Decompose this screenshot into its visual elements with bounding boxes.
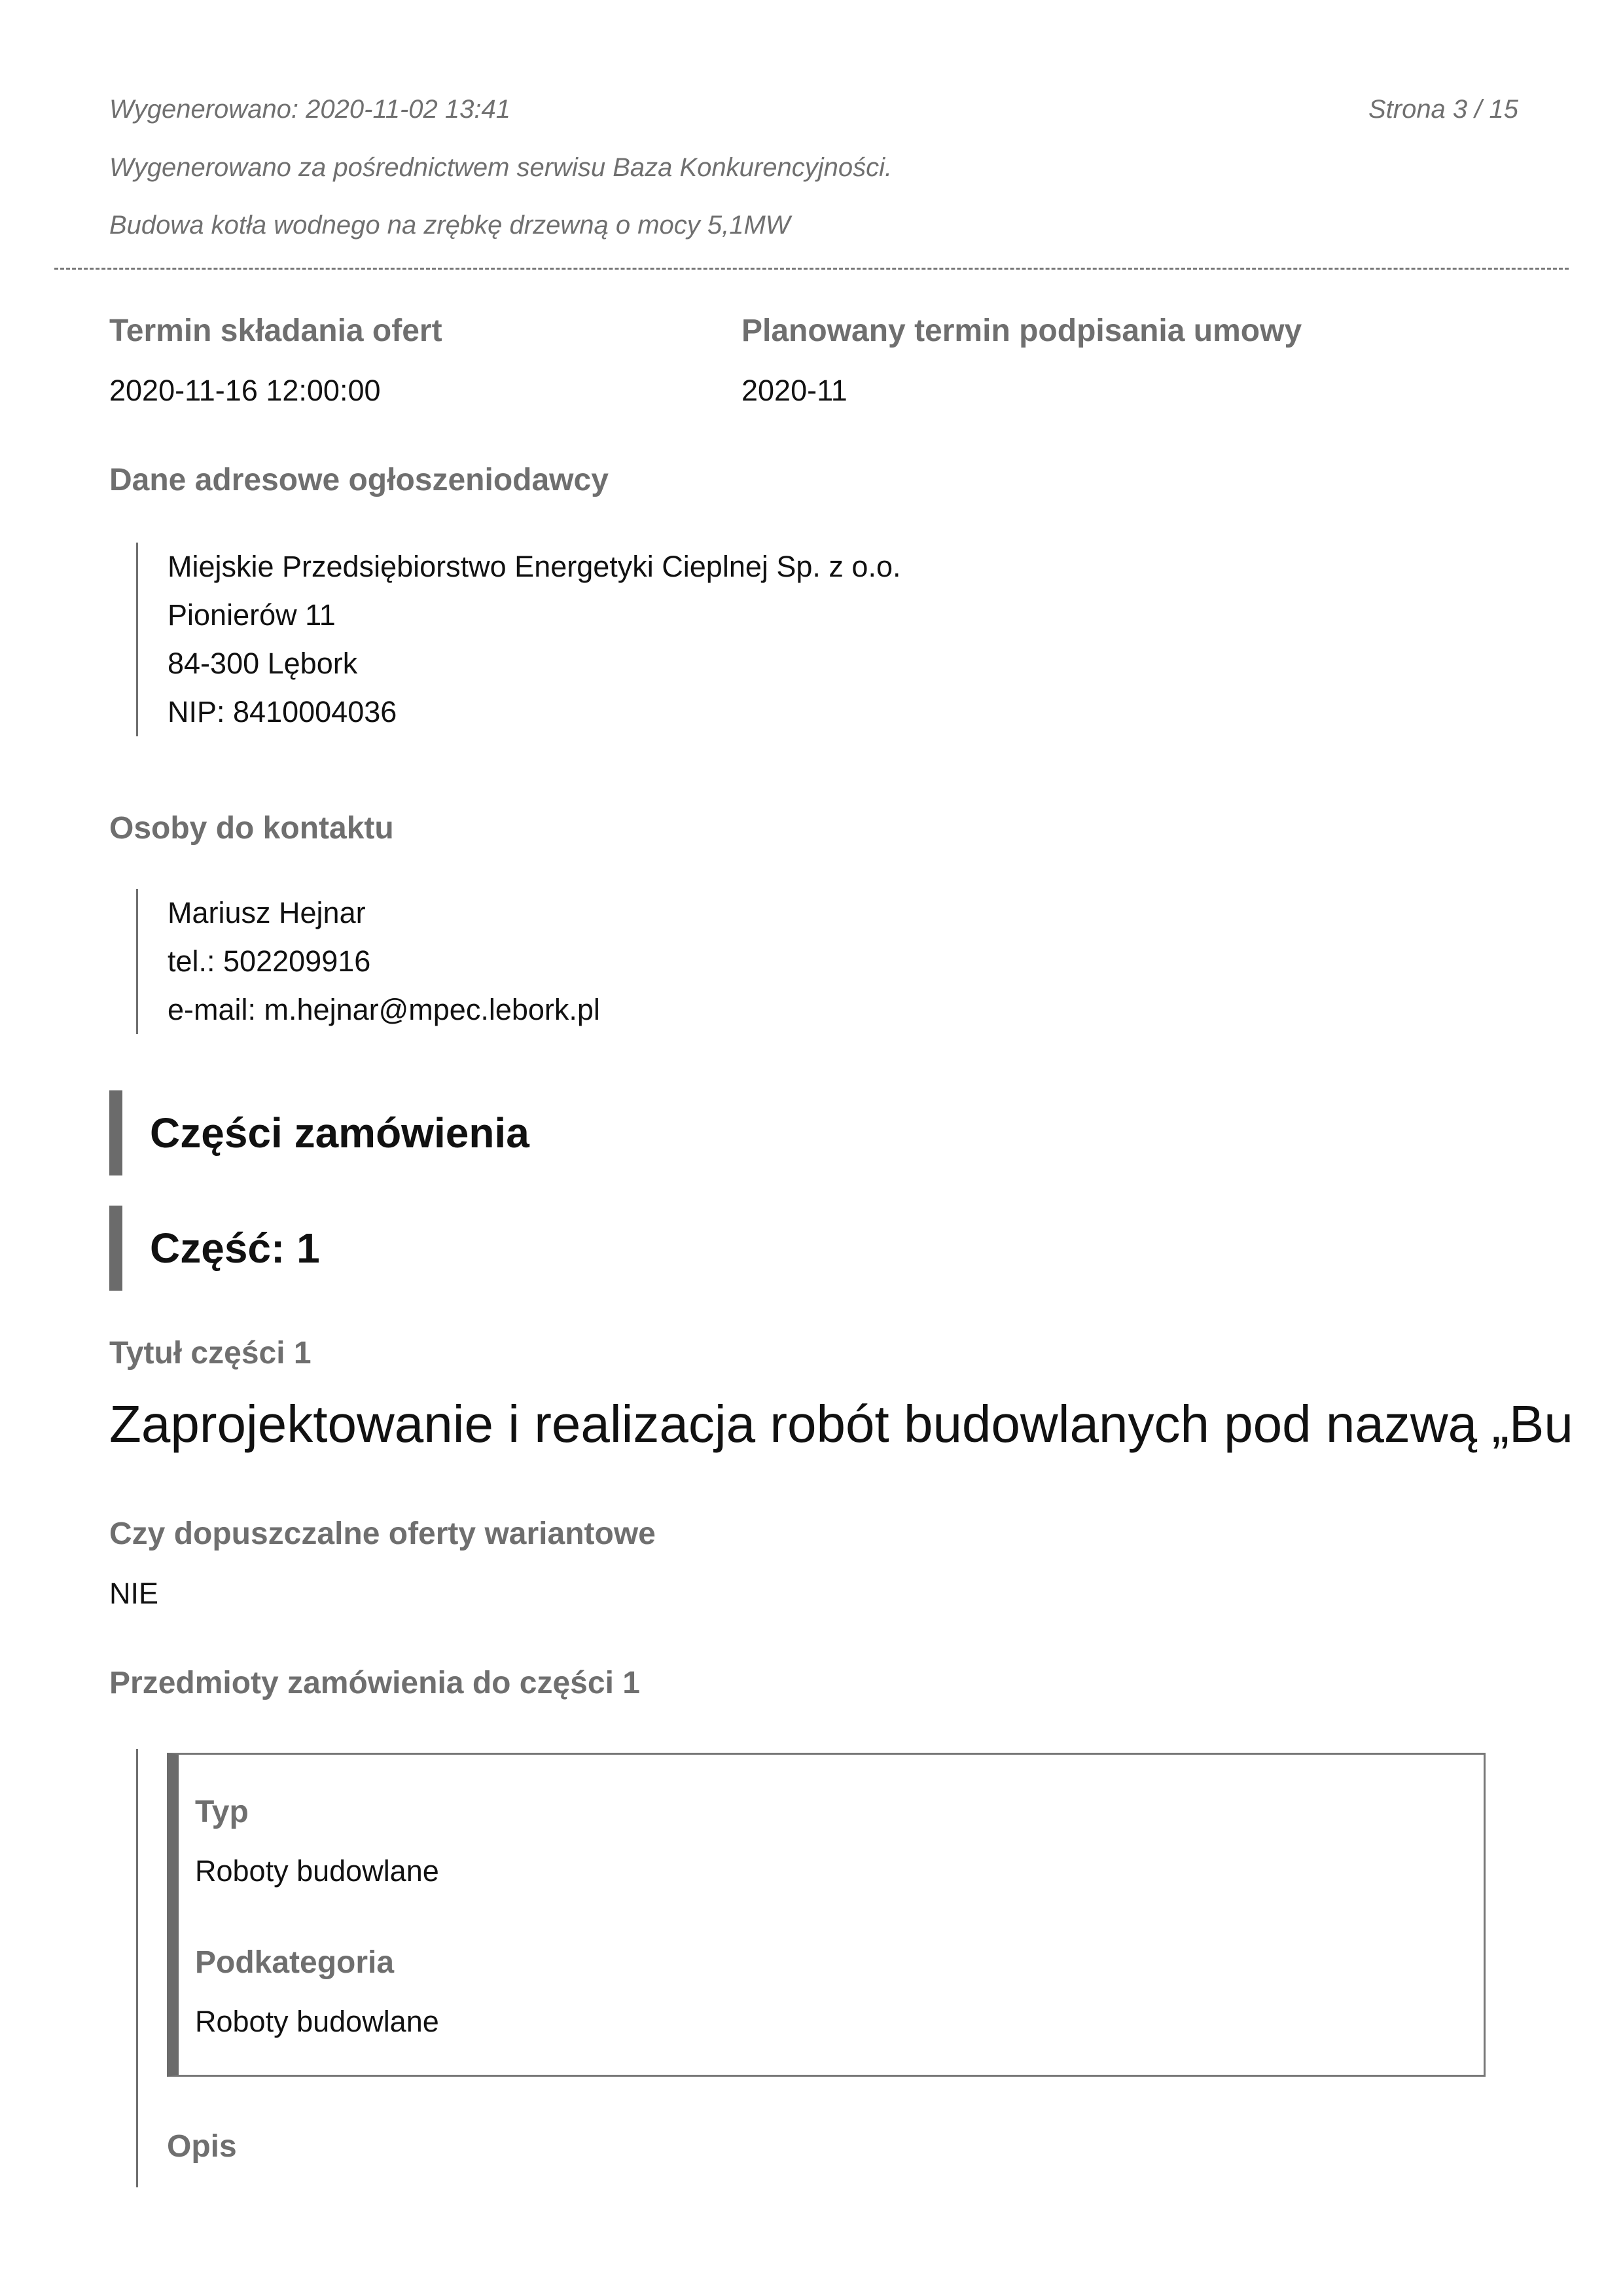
advertiser-nip: NIP: 8410004036 [168, 695, 397, 728]
contact-phone: tel.: 502209916 [168, 944, 371, 978]
offer-deadline-value: 2020-11-16 12:00:00 [109, 374, 381, 407]
advertiser-label: Dane adresowe ogłoszeniodawcy [109, 463, 609, 497]
offer-deadline-label: Termin składania ofert [109, 314, 442, 348]
advertiser-street: Pionierów 11 [168, 598, 336, 632]
document-subject: Budowa kotła wodnego na zrębkę drzewną o mocy 5,1MW [109, 211, 791, 240]
contact-details [136, 889, 600, 1034]
item-subcategory-value: Roboty budowlane [195, 2005, 439, 2038]
variant-offers-value: NIE [109, 1577, 159, 1610]
section-heading-parts: Części zamówienia [109, 1090, 529, 1175]
generated-via: Wygenerowano za pośrednictwem serwisu Baza Konkurencyjności. [109, 153, 893, 182]
part-title-value: Zaprojektowanie i realizacja robót budowlanych pod nazwą „Bu [109, 1395, 1573, 1453]
advertiser-address [136, 543, 901, 736]
page-number: Strona 3 / 15 [1368, 95, 1518, 124]
items-label: Przedmioty zamówienia do części 1 [109, 1666, 640, 1700]
item-subcategory-label: Podkategoria [195, 1945, 395, 1980]
item-card [167, 1753, 1486, 2077]
items-quote-bar [136, 1749, 145, 2187]
generated-timestamp: Wygenerowano: 2020-11-02 13:41 [109, 95, 511, 124]
contact-label: Osoby do kontaktu [109, 811, 394, 846]
header-separator [54, 268, 1569, 270]
part-title-label: Tytuł części 1 [109, 1336, 312, 1371]
contact-name: Mariusz Hejnar [168, 896, 366, 929]
variant-offers-label: Czy dopuszczalne oferty wariantowe [109, 1516, 656, 1551]
contact-email: e-mail: m.hejnar@mpec.lebork.pl [168, 993, 600, 1026]
description-label: Opis [167, 2129, 237, 2164]
advertiser-name: Miejskie Przedsiębiorstwo Energetyki Cieplnej Sp. z o.o. [168, 550, 901, 583]
advertiser-city: 84-300 Lębork [168, 647, 358, 680]
contract-date-value: 2020-11 [741, 374, 847, 407]
contract-date-label: Planowany termin podpisania umowy [741, 314, 1302, 348]
item-type-label: Typ [195, 1795, 249, 1829]
section-heading-part-1: Część: 1 [109, 1206, 320, 1291]
item-type-value: Roboty budowlane [195, 1854, 439, 1888]
